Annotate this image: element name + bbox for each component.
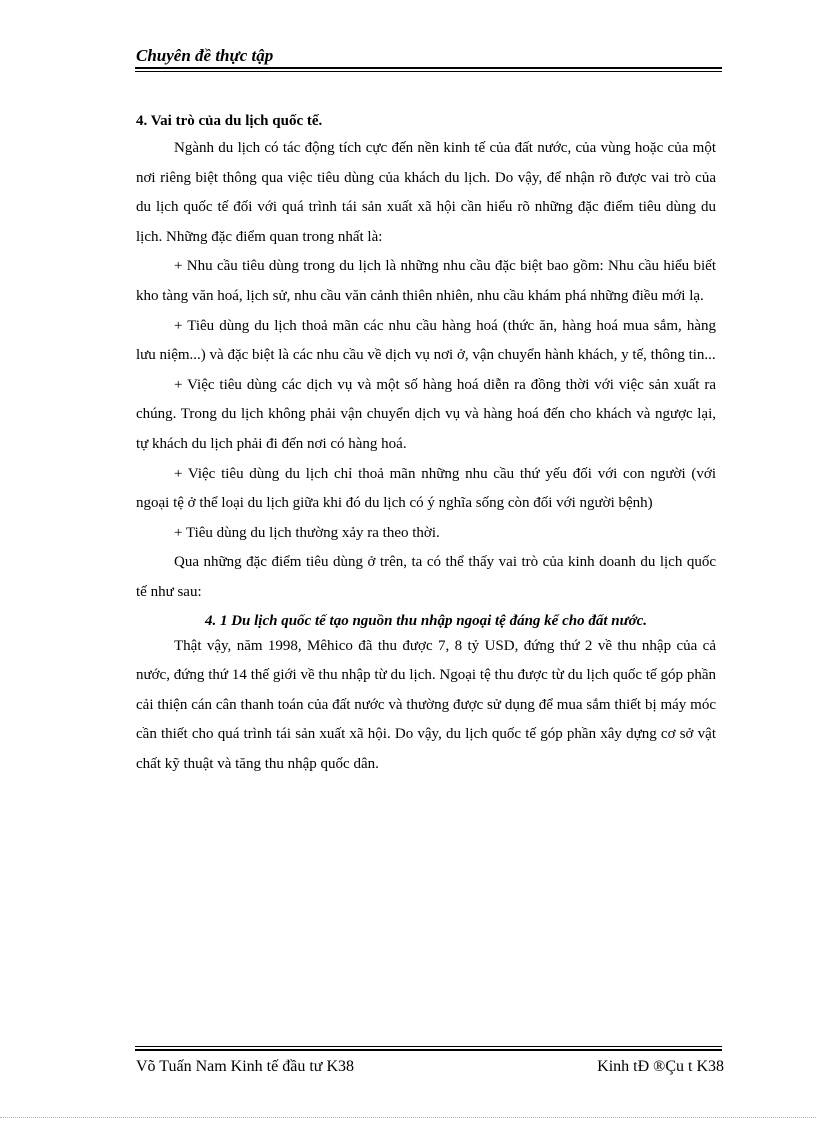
footer-rule-thick bbox=[135, 1049, 722, 1051]
paragraph: Ngành du lịch có tác động tích cực đến nền kinh tế của đất nước, của vùng hoặc của một nơi riêng biệt thông qua việc tiêu dùng của khách du lịch. Do vậy, để nhận rõ được vai trò của du lịch quốc tế đối với quá trình tái sản xuất xã hội cần hiểu rõ những đặc điểm tiêu dùng du lịch. Những đặc điểm quan trong nhất là: bbox=[136, 140, 716, 245]
paragraph: + Tiêu dùng du lịch thoả mãn các nhu cầu hàng hoá (thức ăn, hàng hoá mua sắm, hàng lưu niệm...) và đặc biệt là các nhu cầu về dịch vụ nơi ở, vận chuyển hành khách, y tế, thông tin... bbox=[136, 317, 716, 364]
page-bottom-dotted-border bbox=[0, 1117, 816, 1118]
paragraph: Qua những đặc điểm tiêu dùng ở trên, ta có thể thấy vai trò của kinh doanh du lịch quốc tế như sau: bbox=[136, 554, 716, 600]
subsection-heading: 4. 1 Du lịch quốc tế tạo nguồn thu nhập ngoại tệ đáng kể cho đất nước. bbox=[204, 612, 648, 629]
header-title: Chuyên đề thực tập bbox=[136, 46, 274, 65]
paragraph: + Việc tiêu dùng các dịch vụ và một số hàng hoá diễn ra đồng thời với việc sản xuất ra chúng. Trong du lịch không phải vận chuyển dịch vụ và hàng hoá đến cho khách và ngược lại, tự khách du lịch phải đi đến nơi có hàng hoá. bbox=[136, 376, 716, 452]
paragraph: + Việc tiêu dùng du lịch chỉ thoả mãn những nhu cầu thứ yếu đối với con người (với ngoại tệ ở thể loại du lịch giữa khi đó du lịch có ý nghĩa sống còn đối với người bệnh) bbox=[136, 465, 716, 512]
footer-author: Võ Tuấn Nam Kinh tế đầu tư K38 bbox=[136, 1058, 354, 1075]
paragraph: + Tiêu dùng du lịch thường xảy ra theo thời. bbox=[174, 524, 440, 541]
body-content bbox=[136, 108, 716, 779]
section-heading: 4. Vai trò của du lịch quốc tế. bbox=[136, 113, 323, 129]
header-rule-thick bbox=[135, 67, 722, 69]
footer-course: Kinh tĐ ®Çu t K38 bbox=[597, 1058, 724, 1075]
header-rule-thin bbox=[135, 71, 722, 72]
footer-rule-thin bbox=[135, 1046, 722, 1047]
paragraph: + Nhu cầu tiêu dùng trong du lịch là những nhu cầu đặc biệt bao gồm: Nhu cầu hiểu biết kho tàng văn hoá, lịch sử, nhu cầu văn cảnh thiên nhiên, nhu cầu khám phá những điều mới lạ. bbox=[136, 258, 716, 304]
paragraph: Thật vậy, năm 1998, Mêhico đã thu được 7, 8 tỷ USD, đứng thứ 2 về thu nhập của cả nước, đứng thứ 14 thế giới về thu nhập từ du lịch. Ngoại tệ thu được từ du lịch quốc tế góp phần cải thiện cán cân thanh toán của đất nước và thường được sử dụng để mua sắm thiết bị máy móc cần thiết cho quá trình tái sản xuất xã hội. Do vậy, du lịch quốc tế góp phần xây dựng cơ sở vật chất kỹ thuật và tăng thu nhập quốc dân. bbox=[136, 637, 716, 772]
